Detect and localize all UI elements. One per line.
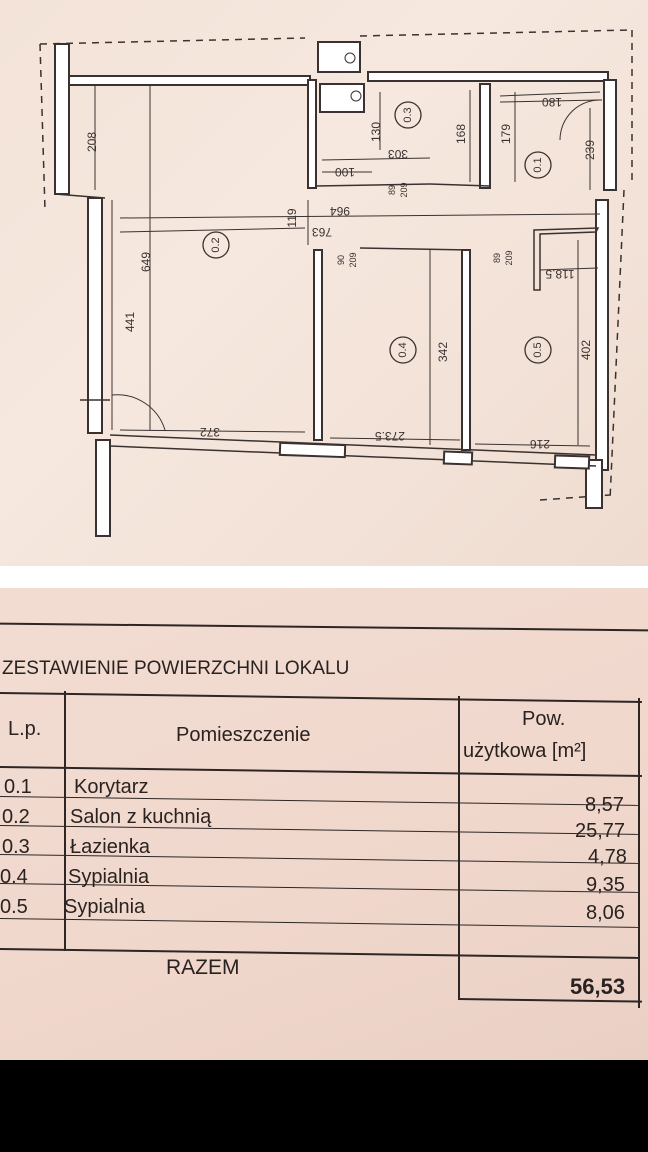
dim-100: 100 [334,165,356,179]
wall-r04-right [462,250,470,450]
dim-89-b: 89 [492,252,502,264]
door-swing-entry [112,395,165,430]
row-2-name: Salon z kuchnią [70,806,212,828]
dim-216: 216 [529,437,551,451]
floor-plan-photo [0,0,648,566]
wall-bottom-outer [110,446,596,466]
col-divider-2 [458,696,460,998]
dim-209-a: 209 [399,182,409,198]
kitchen-sink [320,84,364,112]
room-label-02: 0.2 [209,237,222,253]
door-swing-corridor [560,100,602,140]
wall-r04-top [360,248,470,250]
header-top-line [0,692,642,703]
wall-bottom-block-2 [444,452,472,465]
dim-208: 208 [85,131,99,153]
row-2-area: 25,77 [575,820,626,842]
row-1-lp: 0.1 [4,776,32,798]
wall-right-main [596,200,608,470]
dim-179: 179 [499,123,513,145]
row-3-lp: 0.3 [2,836,30,858]
dim-209-c: 209 [504,250,514,266]
bath-wall-right [480,84,490,188]
row-line-5 [0,918,640,928]
dim-130: 130 [369,121,383,143]
dim-180: 180 [541,95,563,109]
row-5-lp: 0.5 [0,896,28,918]
dim-273-5: 273.5 [374,429,406,443]
bottom-black-bar [0,1060,648,1152]
row-4-name: Sypialnia [68,866,150,888]
header-area-line1: Pow. [522,708,566,730]
room-label-01: 0.1 [531,157,544,173]
total-label: RAZEM [166,956,240,979]
row-5-name: Sypialnia [64,896,146,918]
dim-441: 441 [123,311,137,333]
dim-239: 239 [583,139,597,161]
dim-line-763 [120,228,305,232]
table-title: ZESTAWIENIE POWIERZCHNI LOKALU [2,658,350,679]
row-3-name: Łazienka [70,836,151,858]
wall-r04-left [314,250,322,440]
dim-964: 964 [329,204,351,218]
row-3-area: 4,78 [588,846,627,868]
room-label-04: 0.4 [396,342,409,358]
wall-left-step [55,194,105,198]
wall-bottom-block-3 [555,455,589,468]
total-value: 56,53 [570,974,626,999]
dim-89-a: 89 [387,184,397,196]
dim-line-964 [120,214,600,218]
row-4-lp: 0.4 [0,866,28,888]
header-area-line2: użytkowa [m²] [463,740,587,762]
dim-303: 303 [387,147,409,161]
row-2-lp: 0.2 [2,806,30,828]
area-table-photo [0,588,648,1060]
dim-763: 763 [311,225,333,239]
boundary-dash-left [40,44,45,210]
photo-separator [0,566,648,588]
wall-top-left [55,76,310,85]
dim-209-b: 209 [348,252,358,268]
header-room: Pomieszczenie [176,724,311,746]
col-divider-right [638,698,640,1008]
bath-wall-left [308,80,316,188]
dim-line-303 [322,158,430,160]
floor-plan-drawing [0,0,648,566]
dim-168: 168 [454,123,468,145]
dim-90: 90 [336,254,346,266]
wall-left-main [88,198,102,433]
row-4-area: 9,35 [586,874,625,896]
row-5-area: 8,06 [586,902,625,924]
row-1-area: 8,57 [585,794,624,816]
kitchen-stove [318,42,360,72]
room-label-03: 0.3 [401,107,414,123]
header-lp: L.p. [8,718,42,740]
dim-372: 372 [199,425,221,439]
row-1-name: Korytarz [74,776,149,798]
room-label-05: 0.5 [531,342,544,358]
dim-342: 342 [436,341,450,363]
dim-118-5: 118.5 [545,267,575,281]
bath-wall-bottom [316,184,430,186]
dim-119: 119 [285,208,299,228]
dim-402: 402 [579,339,593,361]
wall-bottom-block-1 [280,443,345,457]
row-line-total [0,948,640,959]
wall-left-lower [96,440,110,536]
wall-top-right [368,72,608,81]
wall-left-upper [55,44,69,194]
wall-right-upper [604,80,616,190]
dim-649: 649 [139,251,153,273]
table-top-rule [0,623,648,632]
